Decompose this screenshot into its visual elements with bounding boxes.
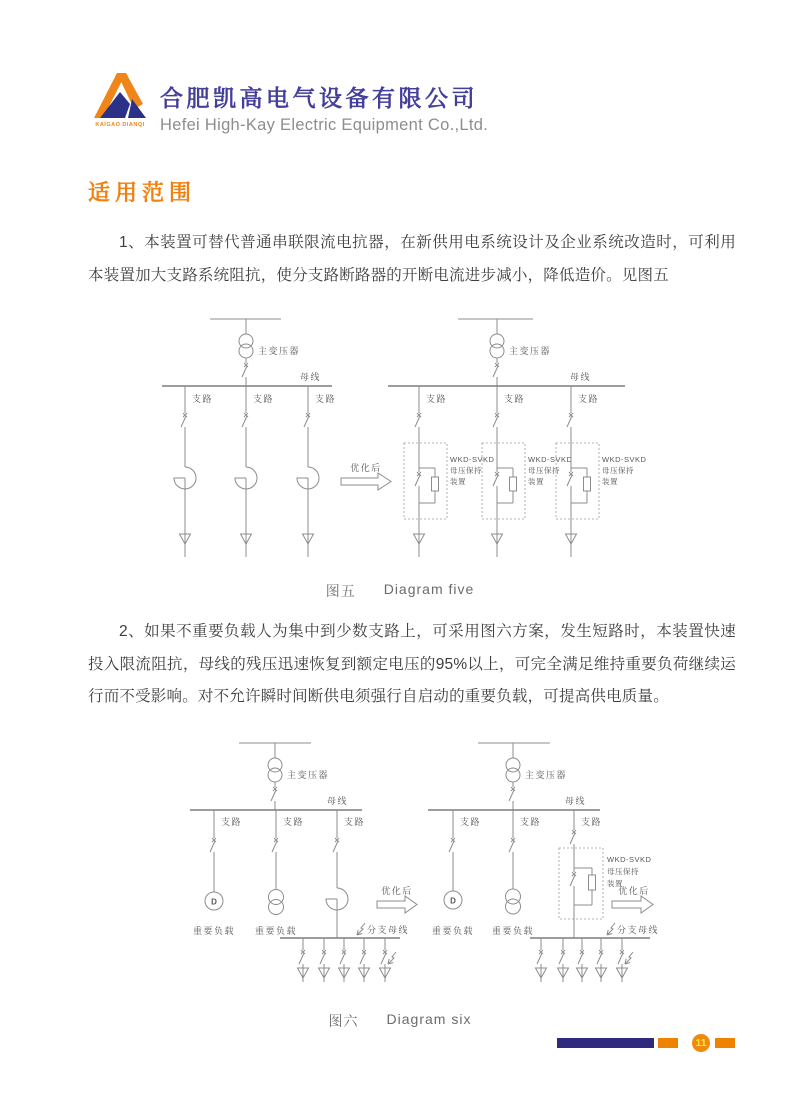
figure-five-diagram	[0, 305, 800, 577]
section-title: 适用范围	[88, 180, 197, 205]
fig6-left-sub-busbar	[280, 923, 409, 982]
fault-arrow-icon	[607, 923, 615, 935]
figure-six-diagram	[0, 728, 800, 1020]
right-block-arrow-icon	[612, 896, 653, 913]
label-important-load: 重要负载	[491, 926, 535, 936]
company-logo	[88, 70, 152, 134]
fig6-left-branch-reactor	[326, 810, 365, 938]
label-device-name: 母压保持	[607, 867, 639, 876]
fault-arrow-icon	[625, 952, 633, 964]
sub-feeders	[536, 938, 634, 982]
sub-feeders	[298, 938, 397, 982]
label-branch: 支路	[581, 817, 603, 827]
label-branch: 支路	[426, 394, 448, 404]
logo-caption: KAIGAO DIANQI	[95, 122, 145, 128]
label-after-optimization: 优化后	[618, 886, 650, 896]
label-busbar: 母线	[570, 372, 592, 382]
caption-cn: 图五	[325, 583, 356, 599]
right-block-arrow-icon	[341, 473, 391, 490]
label-branch: 支路	[460, 817, 482, 827]
motor-symbol-text: D	[450, 896, 456, 906]
paragraph-2: 2、如果不重要负载人为集中到少数支路上，可采用图六方案，发生短路时，本装置快速投入限流阻抗，母线的残压迅速恢复到额定电压的95%以上，可完全满足维持重要负荷继续运行而不受影响。对不允许瞬时间断供电须强行自启动的重要负载，可提高供电质量。	[88, 623, 736, 705]
label-device-name2: 装置	[450, 477, 466, 486]
fig6-right-branch-device	[559, 810, 652, 938]
figure-six-caption	[0, 1011, 800, 1031]
label-after-optimization: 优化后	[350, 463, 382, 473]
label-device-model: WKD-SVKD	[607, 855, 652, 864]
label-main-transformer: 主变压器	[509, 346, 552, 356]
label-branch: 支路	[344, 817, 366, 827]
fig6-right-diagram	[428, 743, 659, 982]
paragraph-1: 1、本装置可替代普通串联限流电抗器，在新供用电系统设计及企业系统改造时，可利用本装置加大支路系统阻抗，使分支路断路器的开断电流进步减小，降低造价。见图五	[88, 234, 736, 284]
fig5-left-branch	[174, 386, 213, 557]
label-branch: 支路	[520, 817, 542, 827]
label-device-name2: 装置	[528, 477, 544, 486]
fig5-left-branch	[297, 386, 336, 557]
label-device-name: 母压保持	[450, 466, 482, 475]
fig5-right-branch-with-device	[404, 386, 495, 557]
label-device-model: WKD-SVKD	[528, 455, 573, 464]
company-name-cn: 合肥凯高电气设备有限公司	[160, 85, 478, 111]
fig5-left-branch	[235, 386, 274, 557]
label-busbar: 母线	[300, 372, 322, 382]
label-branch: 支路	[283, 817, 305, 827]
page-number-badge: 11	[692, 1034, 710, 1052]
label-important-load: 重要负载	[254, 926, 298, 936]
company-header	[88, 70, 488, 135]
label-branch: 支路	[504, 394, 526, 404]
label-branch: 支路	[221, 817, 243, 827]
footer-navy-bar	[557, 1038, 654, 1048]
fig6-optimize-arrow-right	[612, 885, 653, 913]
label-busbar: 母线	[327, 796, 349, 806]
label-main-transformer: 主变压器	[287, 770, 330, 780]
fig6-left-branch-transformer	[255, 810, 304, 936]
fig5-right-branch-with-device	[556, 386, 647, 557]
fig6-left-diagram	[190, 743, 409, 982]
label-main-transformer: 主变压器	[258, 346, 301, 356]
label-branch: 支路	[192, 394, 214, 404]
label-branch: 支路	[578, 394, 600, 404]
label-device-name: 母压保持	[602, 466, 634, 475]
fig5-left-diagram	[162, 319, 336, 557]
label-sub-busbar: 分支母线	[617, 925, 660, 935]
label-device-name2: 装置	[602, 477, 618, 486]
caption-cn: 图六	[328, 1013, 359, 1029]
fig5-optimize-arrow	[341, 462, 391, 490]
fig6-left-branch-motor	[193, 810, 242, 936]
label-device-model: WKD-SVKD	[450, 455, 495, 464]
fault-arrow-icon	[357, 923, 365, 935]
fig6-right-branch-transformer	[492, 810, 541, 936]
fig6-right-sub-busbar	[530, 923, 659, 982]
label-device-name2: 装置	[607, 879, 623, 888]
company-names	[160, 70, 488, 135]
label-branch: 支路	[315, 394, 337, 404]
label-sub-busbar: 分支母线	[367, 925, 410, 935]
label-busbar: 母线	[565, 796, 587, 806]
fig6-right-branch-motor	[432, 810, 481, 936]
label-branch: 支路	[253, 394, 275, 404]
label-important-load: 重要负载	[431, 926, 475, 936]
caption-en: Diagram five	[383, 581, 475, 597]
fault-arrow-icon	[388, 952, 396, 964]
label-main-transformer: 主变压器	[525, 770, 568, 780]
label-device-name: 母压保持	[528, 466, 560, 475]
fig5-right-branch-with-device	[482, 386, 573, 557]
fig5-right-diagram	[388, 319, 647, 557]
right-block-arrow-icon	[377, 896, 417, 913]
label-important-load: 重要负载	[192, 926, 236, 936]
label-after-optimization: 优化后	[381, 886, 413, 896]
figure-five-caption	[0, 581, 800, 601]
motor-symbol-text: D	[211, 897, 217, 907]
footer-orange-bar	[715, 1038, 735, 1048]
footer-orange-bar	[658, 1038, 678, 1048]
caption-en: Diagram six	[386, 1011, 472, 1027]
company-name-en: Hefei High-Kay Electric Equipment Co.,Ltd.	[160, 116, 489, 134]
fig6-optimize-arrow-middle	[377, 885, 417, 913]
label-device-model: WKD-SVKD	[602, 455, 647, 464]
